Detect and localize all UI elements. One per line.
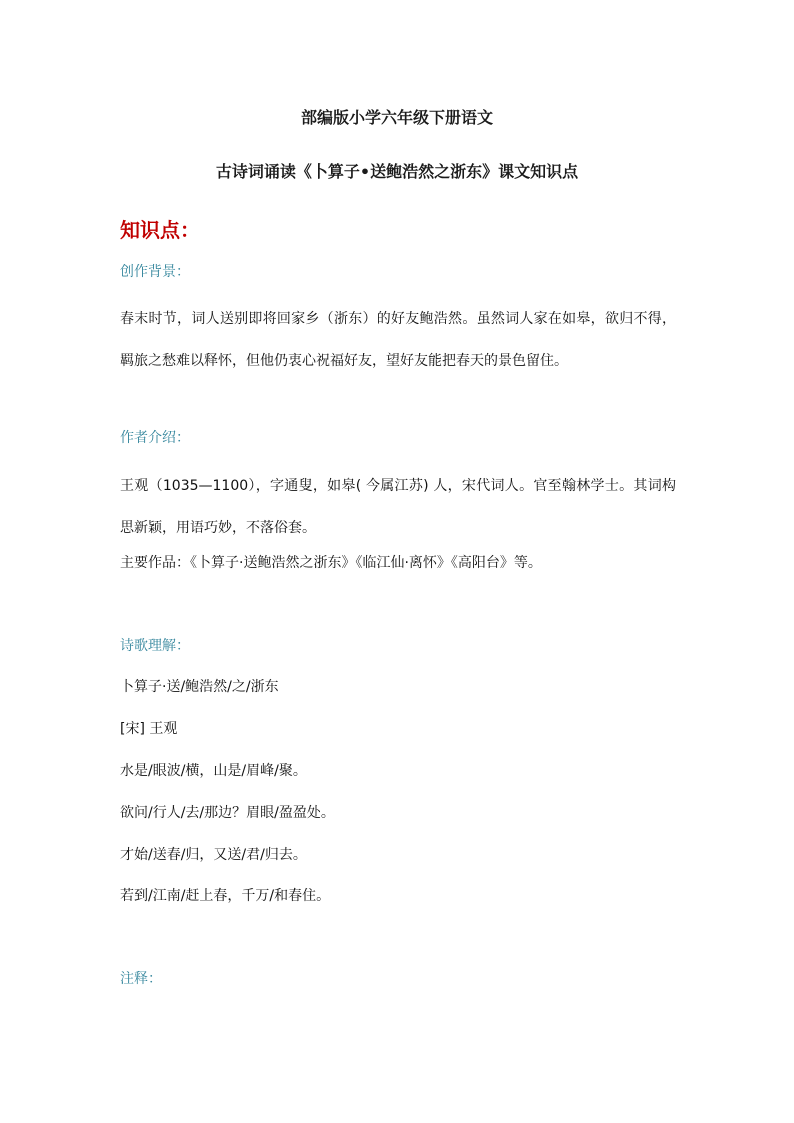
notes-heading: 注释： bbox=[120, 971, 162, 987]
poem-verse-line: 才始/送春/归，又送/君/归去。 bbox=[120, 847, 307, 863]
poem-analysis-heading: 诗歌理解： bbox=[120, 638, 190, 654]
document-title: 部编版小学六年级下册语文 bbox=[300, 108, 493, 127]
poem-title-line: 卜算子·送/鲍浩然/之/浙东 bbox=[120, 679, 279, 695]
author-works-paragraph: 主要作品：《卜算子·送鲍浩然之浙东》《临江仙·离怀》《高阳台》等。 bbox=[120, 555, 542, 571]
poem-verse-line: 水是/眼波/横，山是/眉峰/聚。 bbox=[120, 763, 307, 779]
background-paragraph: 春末时节，词人送别即将回家乡（浙东）的好友鲍浩然。虽然词人家在如皋，欲归不得，羁旅之愁难以释怀，但他仍衷心祝福好友，望好友能把春天的景色留住。 bbox=[120, 311, 676, 369]
document-subtitle: 古诗词诵读《卜算子•送鲍浩然之浙东》课文知识点 bbox=[215, 162, 579, 181]
author-heading: 作者介绍： bbox=[120, 430, 190, 446]
poem-author-line: [宋] 王观 bbox=[120, 721, 178, 737]
background-heading: 创作背景： bbox=[120, 264, 190, 280]
poem-verse-line: 欲问/行人/去/那边？眉眼/盈盈处。 bbox=[120, 805, 335, 821]
knowledge-points-heading: 知识点： bbox=[120, 218, 200, 242]
author-bio-paragraph: 王观（1035—1100），字通叟，如皋( 今属江苏) 人，宋代词人。官至翰林学士。其词构思新颖，用语巧妙，不落俗套。 bbox=[120, 478, 676, 536]
poem-verse-line: 若到/江南/赶上春，千万/和春住。 bbox=[120, 888, 331, 904]
